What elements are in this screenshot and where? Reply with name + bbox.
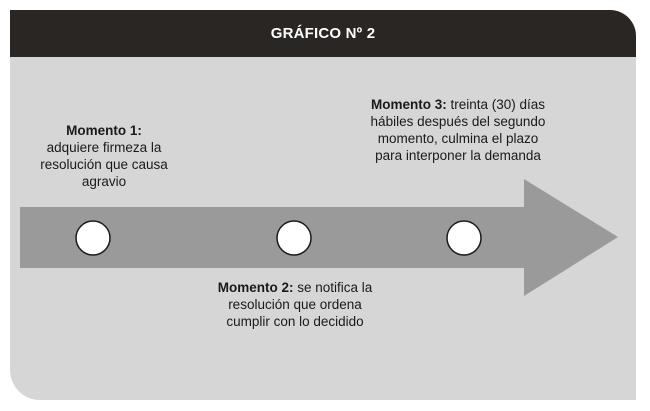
moment-1-text: adquiere firmeza la resolución que causa agravio xyxy=(40,140,168,189)
moment-2-label xyxy=(205,279,385,330)
timeline-node-3 xyxy=(447,221,481,255)
moment-3-label xyxy=(368,96,548,164)
moment-2-title: Momento 2: xyxy=(217,280,294,295)
graphic-title: GRÁFICO Nº 2 xyxy=(270,25,376,42)
moment-2-text: se notifica la resolución que ordena cumplir con lo decidido xyxy=(226,280,373,329)
moment-1-label xyxy=(20,122,188,190)
moment-3-text: treinta (30) días hábiles después del segundo momento, culmina el plazo para interponer la demanda xyxy=(370,97,546,163)
moment-1-title: Momento 1: xyxy=(66,123,142,138)
moment-3-title: Momento 3: xyxy=(370,97,447,112)
timeline-node-1 xyxy=(76,221,110,255)
timeline-node-2 xyxy=(277,221,311,255)
